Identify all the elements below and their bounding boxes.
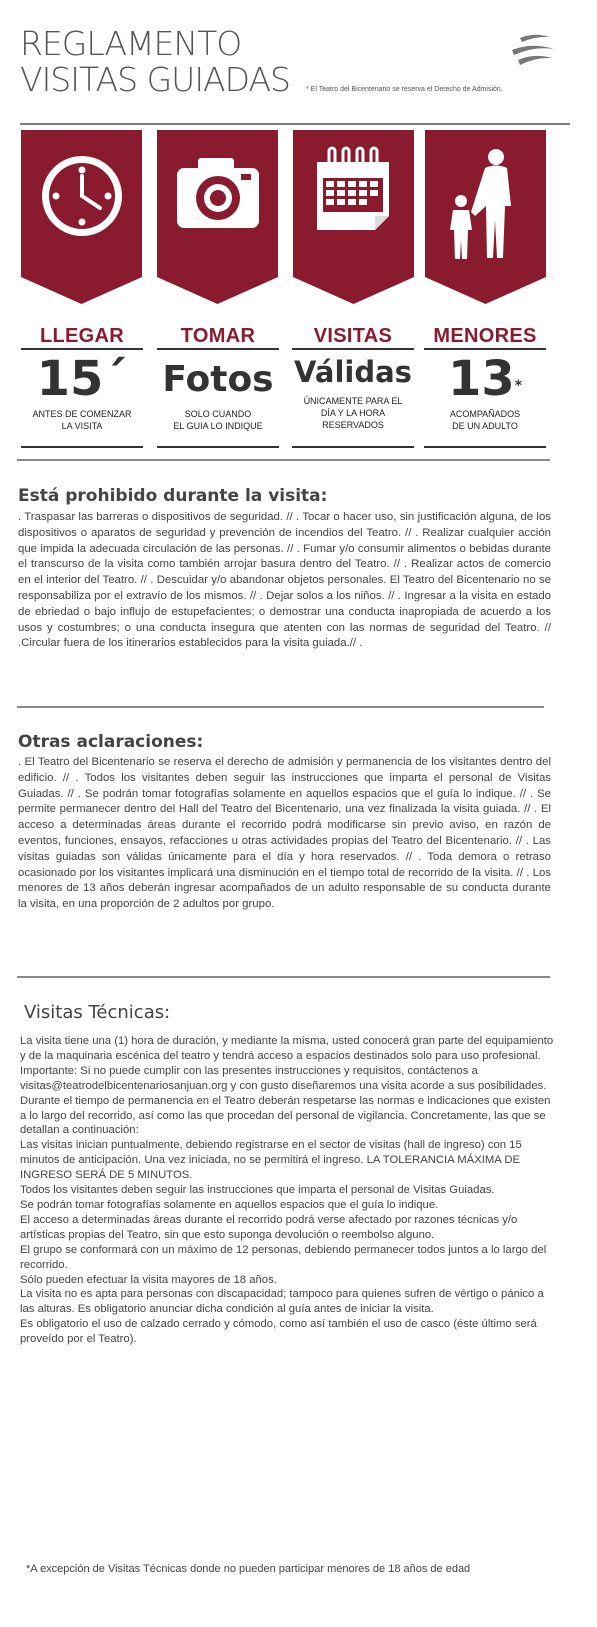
- technical-title: Visitas Técnicas:: [24, 1002, 171, 1023]
- rule-head: MENORES: [424, 322, 546, 350]
- clock-icon: [21, 130, 142, 304]
- rule-head: VISITAS: [292, 322, 414, 350]
- title-line-2: VISITAS GUIADAS: [20, 60, 290, 99]
- rule-note-line: DE UN ADULTO: [452, 421, 518, 431]
- rule-note-line: ACOMPAÑADOS: [449, 409, 521, 419]
- adult-child-icon: [425, 130, 546, 304]
- calendar-icon: [293, 130, 414, 304]
- rule-note: [292, 394, 414, 446]
- technical-paragraph: Durante el tiempo de permanencia en el Teatro deberán respetarse las normas e indicaciones que existen a lo largo del recorrido, así como las que procedan del personal de vigilancia. Concretamente, las que se detallan a continuación:: [20, 1094, 551, 1137]
- technical-paragraph: Todos los visitantes deben seguir las instrucciones que imparta el personal de Visitas Guiadas.: [20, 1184, 495, 1197]
- minors-asterisk: *: [514, 378, 523, 394]
- rule-note: [424, 408, 546, 446]
- rule-big-value: 15´: [36, 351, 128, 407]
- section-divider: [17, 976, 550, 978]
- banner-clock: [21, 130, 142, 304]
- rule-big-value: [424, 350, 546, 408]
- camera-icon: [157, 130, 278, 304]
- technical-paragraph: Las visitas inician puntualmente, debiendo registrarse en el sector de visitas (hall de ingreso) con 15 minutos de anticipación. Una vez iniciada, no se permitirá el ingreso. LA TOLERANCIA MÁXIMA DE INGRESO SERÁ DE 5 MINUTOS.: [20, 1139, 522, 1182]
- rule-bottom-line: [157, 446, 279, 448]
- rule-bottom-line: [21, 446, 143, 448]
- technical-paragraph: La visita no es apta para personas con discapacidad; tampoco para quienes sufren de vértigo o pánico a las alturas. Es obligatorio anunciar dicha condición al guía antes de iniciar la visita.: [20, 1288, 544, 1316]
- title-line-1: REGLAMENTO: [20, 24, 242, 63]
- top-divider: [20, 123, 570, 125]
- banner-calendar: [293, 130, 414, 304]
- rule-visits: [292, 322, 414, 448]
- footnote: *A excepción de Visitas Técnicas donde no pueden participar menores de 18 años de edad: [26, 1563, 471, 1575]
- technical-paragraph: Es obligatorio el uso de calzado cerrado y cómodo, como así también el uso de casco (éste último será proveído por el Teatro).: [20, 1318, 537, 1346]
- rule-head: TOMAR: [157, 322, 279, 350]
- section-divider: [17, 459, 550, 461]
- rule-note-line: DÍA Y LA HORA: [320, 408, 386, 418]
- theatre-logo-icon: [508, 34, 556, 68]
- minors-age: 13: [447, 351, 515, 407]
- technical-paragraph: Se podrán tomar fotografías solamente en aquellos espacios que el guía lo indique.: [20, 1198, 439, 1211]
- banner-minors: [425, 130, 546, 304]
- prohibited-body: . Traspasar las barreras o dispositivos de seguridad. // . Tocar o hacer uso, sin justificación alguna, de los dispositivos o aparatos de seguridad y prevención de incendios del Teatro. // . Realizar cualquier acción que impida la adecuada circulación de las personas. // . Fumar y/o consumir alimentos o bebidas durante el transcurso de la visita como también arrojar basura dentro del Teatro. // . Realizar actos de comercio en el interior del Teatro. // . Descuidar y/o abandonar objetos personales. El Teatro del Bicentenario no se responsabiliza por el extravío de los mismos. // . Dejar solos a los niños. // . Ingresar a la visita en estado de ebriedad o bajo influjo de estupefacientes; o demostrar una conducta inapropiada de acuerdo a los usos y costumbres; o una conducta insegura que atenten con las normas de seguridad del Teatro. // .Circular fuera de los itinerarios establecidos para la visita guiada.// .: [18, 511, 551, 650]
- rule-arrive: [21, 322, 143, 448]
- section-divider: [17, 706, 544, 708]
- rule-bottom-line: [424, 446, 546, 448]
- rule-big-value: Fotos: [162, 358, 274, 400]
- technical-paragraph: Sólo pueden efectuar la visita mayores de 18 años.: [20, 1273, 277, 1286]
- rule-bottom-line: [292, 446, 414, 448]
- rule-note: [157, 408, 279, 446]
- technical-body: [20, 1034, 556, 1347]
- rule-big-value: Válidas: [294, 355, 412, 389]
- rule-note-line: LA VISITA: [61, 421, 103, 431]
- page-title: [20, 26, 290, 98]
- technical-paragraph: El acceso a determinadas áreas durante el recorrido podrá verse afectado por razones técnicas y/o artísticas propias del Teatro, sin que esto suponga devolución o reembolso alguno.: [20, 1213, 518, 1241]
- rule-note: [21, 408, 143, 446]
- rule-minors: [424, 322, 546, 448]
- rule-note-line: ÚNICAMENTE PARA EL: [303, 396, 403, 406]
- rule-note-line: EL GUIA LO INDIQUE: [173, 421, 263, 431]
- technical-paragraph: El grupo se conformará con un máximo de 12 personas, debiendo permanecer todos juntos a lo largo del recorrido.: [20, 1243, 547, 1271]
- prohibited-title: Está prohibido durante la visita:: [18, 486, 328, 506]
- admission-note: * El Teatro del Bicentenario se reserva el Derecho de Admisión.: [306, 86, 503, 93]
- rule-head: LLEGAR: [21, 322, 143, 350]
- clarifications-title: Otras aclaraciones:: [18, 732, 204, 752]
- rule-note-line: ANTES DE COMENZAR: [32, 409, 132, 419]
- rule-note-line: SOLO CUANDO: [184, 409, 252, 419]
- technical-paragraph: La visita tiene una (1) hora de duración, y mediante la misma, usted conocerá gran parte del equipamiento y de la maquinaria escénica del teatro y tendrá acceso a espacios destinados solo para uso profesional.: [20, 1035, 554, 1062]
- banner-camera: [157, 130, 278, 304]
- clarifications-body: . El Teatro del Bicentenario se reserva el derecho de admisión y permanencia de los visitantes dentro del edificio. // . Todos los visitantes deben seguir las instrucciones que imparta el personal de Visitas Guiadas. // . Se podrán tomar fotografías solamente en aquellos espacios que el guía lo indique. // . Se permite permanecer dentro del Hall del Teatro del Bicentenario, una vez finalizada la visita guiada. // . El acceso a determinadas áreas durante el recorrido podrá modificarse sin previo aviso, en razón de eventos, funciones, ensayos, refacciones u otras actividades propias del Teatro del Bicentenario. // . Las visitas guiadas son válidas únicamente para el día y hora reservados. // . Toda demora o retraso ocasionado por los visitantes implicará una disminución en el tiempo total de recorrido de la visita. // . Los menores de 13 años deberán ingresar acompañados de un adulto responsable de su conducta durante la visita, en una proporción de 2 adultos por grupo.: [18, 756, 551, 911]
- technical-paragraph: Importante: Si no puede cumplir con las presentes instrucciones y requisitos, contáctenos a visitas@teatrodelbicentenariosanjuan.org y con gusto diseñaremos una visita acorde a sus posibilidades.: [20, 1064, 547, 1092]
- rule-photos: [157, 322, 279, 448]
- rule-note-line: RESERVADOS: [322, 420, 384, 430]
